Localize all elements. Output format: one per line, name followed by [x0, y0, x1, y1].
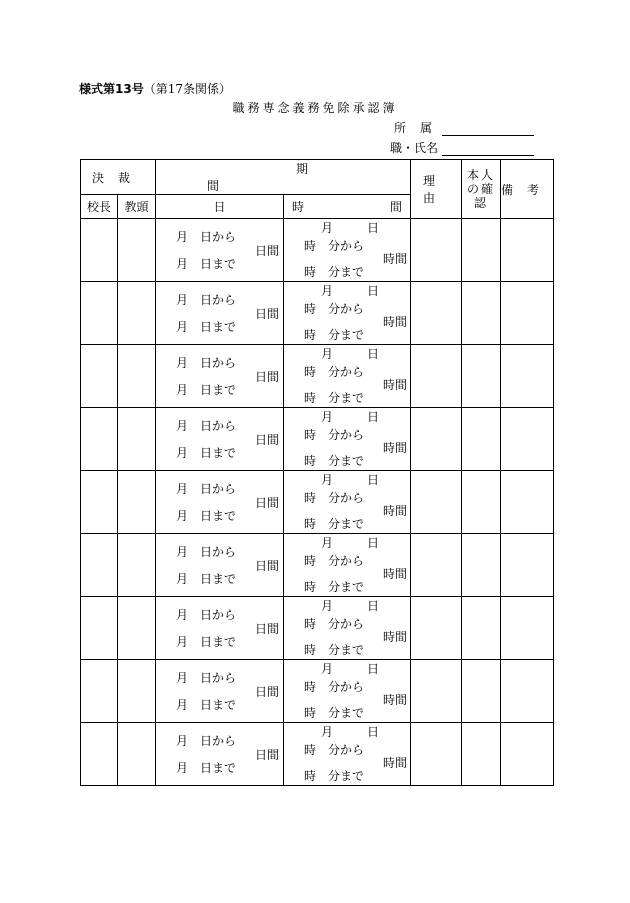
time-from-text: 時 分から	[304, 680, 365, 694]
confirmation-cell[interactable]	[462, 345, 501, 408]
date-to-text: 月 日まで	[176, 698, 237, 712]
confirmation-cell[interactable]	[462, 597, 501, 660]
date-to-text: 月 日まで	[176, 446, 237, 460]
days-text: 日間	[255, 559, 280, 573]
reason-cell[interactable]	[411, 282, 462, 345]
date-range-cell[interactable]	[156, 219, 284, 282]
kyoto-stamp-cell[interactable]	[118, 660, 156, 723]
date-from-text: 月 日から	[176, 293, 237, 307]
time-to-text: 時 分まで	[304, 769, 365, 783]
kyoto-stamp-cell[interactable]	[118, 408, 156, 471]
day-text: 日	[367, 473, 380, 487]
date-range-cell[interactable]	[156, 723, 284, 786]
hours-text: 時間	[383, 315, 408, 329]
remarks-cell[interactable]	[501, 471, 554, 534]
table-row	[81, 534, 554, 597]
reason-cell[interactable]	[411, 597, 462, 660]
header-kyoto: 教頭	[118, 195, 156, 219]
time-to-text: 時 分まで	[304, 265, 365, 279]
month-text: 月	[321, 221, 334, 235]
kocho-stamp-cell[interactable]	[81, 471, 118, 534]
remarks-cell[interactable]	[501, 345, 554, 408]
days-text: 日間	[255, 496, 280, 510]
date-range-cell[interactable]	[156, 345, 284, 408]
day-text: 日	[367, 410, 380, 424]
kocho-stamp-cell[interactable]	[81, 534, 118, 597]
header-hi: 日	[156, 195, 284, 219]
remarks-cell[interactable]	[501, 534, 554, 597]
kyoto-stamp-cell[interactable]	[118, 723, 156, 786]
header-kikan: 期間	[156, 160, 411, 195]
time-range-cell[interactable]	[284, 471, 411, 534]
reason-cell[interactable]	[411, 723, 462, 786]
reason-cell[interactable]	[411, 345, 462, 408]
kocho-stamp-cell[interactable]	[81, 345, 118, 408]
header-kessai: 決裁	[81, 160, 156, 195]
date-to-text: 月 日まで	[176, 320, 237, 334]
month-text: 月	[321, 599, 334, 613]
day-text: 日	[367, 725, 380, 739]
kyoto-stamp-cell[interactable]	[118, 597, 156, 660]
date-range-cell[interactable]	[156, 282, 284, 345]
time-to-text: 時 分まで	[304, 517, 365, 531]
kocho-stamp-cell[interactable]	[81, 597, 118, 660]
form-number-main: 様式第13号	[79, 82, 144, 96]
days-text: 日間	[255, 433, 280, 447]
date-from-text: 月 日から	[176, 671, 237, 685]
kyoto-stamp-cell[interactable]	[118, 534, 156, 597]
header-kocho: 校長	[81, 195, 118, 219]
reason-cell[interactable]	[411, 660, 462, 723]
header-honnin: 本人の確認	[462, 160, 501, 219]
time-range-cell[interactable]	[284, 408, 411, 471]
remarks-cell[interactable]	[501, 660, 554, 723]
form-number-article: （第17条関係）	[143, 82, 231, 96]
reason-cell[interactable]	[411, 219, 462, 282]
remarks-cell[interactable]	[501, 597, 554, 660]
name-label: 職・氏名	[390, 141, 439, 155]
date-to-text: 月 日まで	[176, 383, 237, 397]
date-to-text: 月 日まで	[176, 509, 237, 523]
hours-text: 時間	[383, 756, 408, 770]
time-to-text: 時 分まで	[304, 391, 365, 405]
kocho-stamp-cell[interactable]	[81, 660, 118, 723]
time-range-cell[interactable]	[284, 723, 411, 786]
days-text: 日間	[255, 685, 280, 699]
hours-text: 時間	[383, 378, 408, 392]
kocho-stamp-cell[interactable]	[81, 282, 118, 345]
date-range-cell[interactable]	[156, 660, 284, 723]
hours-text: 時間	[383, 693, 408, 707]
confirmation-cell[interactable]	[462, 219, 501, 282]
hours-text: 時間	[383, 252, 408, 266]
time-from-text: 時 分から	[304, 428, 365, 442]
date-range-cell[interactable]	[156, 597, 284, 660]
month-text: 月	[321, 473, 334, 487]
day-text: 日	[367, 347, 380, 361]
date-to-text: 月 日まで	[176, 761, 237, 775]
time-from-text: 時 分から	[304, 491, 365, 505]
confirmation-cell[interactable]	[462, 723, 501, 786]
table-row	[81, 597, 554, 660]
reason-cell[interactable]	[411, 408, 462, 471]
kocho-stamp-cell[interactable]	[81, 219, 118, 282]
date-from-text: 月 日から	[176, 482, 237, 496]
date-from-text: 月 日から	[176, 734, 237, 748]
time-range-cell[interactable]	[284, 597, 411, 660]
time-range-cell[interactable]	[284, 219, 411, 282]
time-to-text: 時 分まで	[304, 454, 365, 468]
month-text: 月	[321, 662, 334, 676]
hours-text: 時間	[383, 441, 408, 455]
table-row	[81, 345, 554, 408]
name-field	[390, 139, 534, 156]
remarks-cell[interactable]	[501, 282, 554, 345]
days-text: 日間	[255, 622, 280, 636]
time-to-text: 時 分まで	[304, 328, 365, 342]
table-row	[81, 723, 554, 786]
confirmation-cell[interactable]	[462, 534, 501, 597]
hours-text: 時間	[383, 630, 408, 644]
time-from-text: 時 分から	[304, 554, 365, 568]
department-field	[390, 119, 534, 136]
time-range-cell[interactable]	[284, 282, 411, 345]
header-biko: 備考	[501, 160, 554, 219]
department-label: 所属	[394, 121, 447, 135]
date-from-text: 月 日から	[176, 608, 237, 622]
hours-text: 時間	[383, 504, 408, 518]
confirmation-cell[interactable]	[462, 660, 501, 723]
time-from-text: 時 分から	[304, 239, 365, 253]
kyoto-stamp-cell[interactable]	[118, 345, 156, 408]
confirmation-cell[interactable]	[462, 408, 501, 471]
date-from-text: 月 日から	[176, 545, 237, 559]
name-input-line[interactable]	[442, 143, 534, 156]
reason-cell[interactable]	[411, 534, 462, 597]
department-input-line[interactable]	[442, 123, 534, 136]
remarks-cell[interactable]	[501, 408, 554, 471]
time-to-text: 時 分まで	[304, 643, 365, 657]
date-from-text: 月 日から	[176, 356, 237, 370]
remarks-cell[interactable]	[501, 723, 554, 786]
day-text: 日	[367, 536, 380, 550]
days-text: 日間	[255, 748, 280, 762]
date-from-text: 月 日から	[176, 419, 237, 433]
date-from-text: 月 日から	[176, 230, 237, 244]
date-to-text: 月 日まで	[176, 635, 237, 649]
month-text: 月	[321, 347, 334, 361]
date-range-cell[interactable]	[156, 534, 284, 597]
date-to-text: 月 日まで	[176, 257, 237, 271]
day-text: 日	[367, 284, 380, 298]
confirmation-cell[interactable]	[462, 282, 501, 345]
day-text: 日	[367, 662, 380, 676]
table-row	[81, 471, 554, 534]
month-text: 月	[321, 536, 334, 550]
kocho-stamp-cell[interactable]	[81, 408, 118, 471]
days-text: 日間	[255, 244, 280, 258]
time-from-text: 時 分から	[304, 617, 365, 631]
kyoto-stamp-cell[interactable]	[118, 219, 156, 282]
time-from-text: 時 分から	[304, 743, 365, 757]
date-range-cell[interactable]	[156, 471, 284, 534]
time-to-text: 時 分まで	[304, 706, 365, 720]
time-range-cell[interactable]	[284, 660, 411, 723]
table-row	[81, 660, 554, 723]
form-number	[79, 80, 231, 97]
approval-register-table	[80, 159, 554, 786]
table-row	[81, 282, 554, 345]
reason-cell[interactable]	[411, 471, 462, 534]
kocho-stamp-cell[interactable]	[81, 723, 118, 786]
confirmation-cell[interactable]	[462, 471, 501, 534]
kyoto-stamp-cell[interactable]	[118, 282, 156, 345]
document-title: 職務専念義務免除承認簿	[232, 101, 398, 115]
month-text: 月	[321, 410, 334, 424]
time-to-text: 時 分まで	[304, 580, 365, 594]
time-from-text: 時 分から	[304, 365, 365, 379]
month-text: 月	[321, 725, 334, 739]
time-range-cell[interactable]	[284, 345, 411, 408]
time-from-text: 時 分から	[304, 302, 365, 316]
table-row	[81, 408, 554, 471]
kyoto-stamp-cell[interactable]	[118, 471, 156, 534]
time-range-cell[interactable]	[284, 534, 411, 597]
remarks-cell[interactable]	[501, 219, 554, 282]
date-to-text: 月 日まで	[176, 572, 237, 586]
hours-text: 時間	[383, 567, 408, 581]
date-range-cell[interactable]	[156, 408, 284, 471]
header-riyu: 理由	[411, 160, 462, 219]
days-text: 日間	[255, 370, 280, 384]
day-text: 日	[367, 221, 380, 235]
month-text: 月	[321, 284, 334, 298]
days-text: 日間	[255, 307, 280, 321]
header-jikan: 時 間	[284, 195, 411, 219]
table-row	[81, 219, 554, 282]
day-text: 日	[367, 599, 380, 613]
